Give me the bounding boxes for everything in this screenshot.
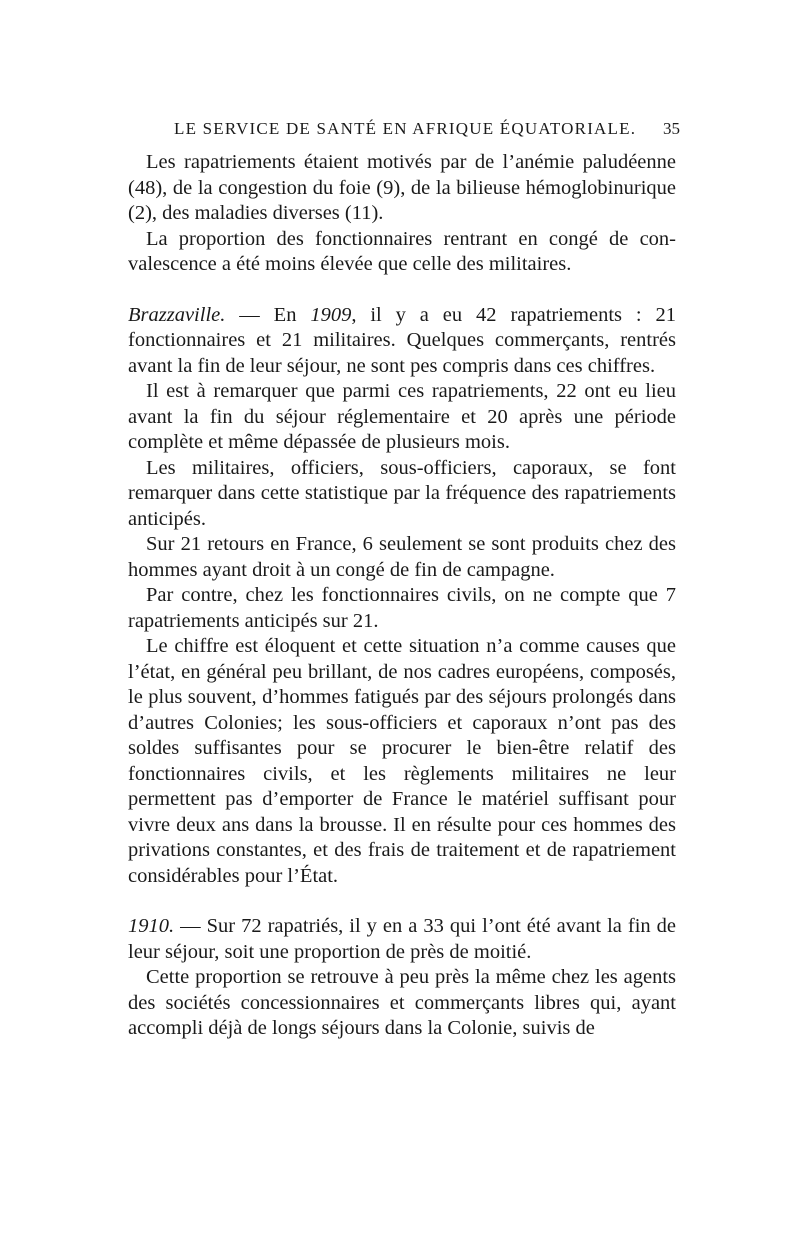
year-1909: 1909 (310, 303, 352, 326)
place-heading: Brazzaville. (128, 303, 226, 326)
paragraph-text: — Sur 72 rapatriés, il y en a 33 qui l’ont été avant la fin de leur séjour, soit une proportion de près de moitié. (128, 915, 676, 963)
page-number: 35 (663, 119, 680, 138)
paragraph-remarquer: Il est à remarquer que parmi ces rapatriements, 22 ont eu lieu avant la fin du séjour réglementaire et 20 après une période complète et même dépassée de plusieurs mois. (128, 380, 676, 453)
section-1910 (128, 914, 676, 965)
heading-dash: — En (225, 303, 311, 326)
body-text (128, 150, 676, 1042)
year-1910: 1910. (128, 915, 175, 937)
running-title: LE SERVICE DE SANTÉ EN AFRIQUE ÉQUATORIALE. (174, 119, 637, 138)
paragraph-proportion: La proportion des fonctionnaires rentrant en congé de convalescence a été moins élevée que celle des militaires. (128, 227, 676, 275)
paragraph-chiffre: Le chiffre est éloquent et cette situation n’a comme causes que l’état, en général peu brillant, de nos cadres européens, composés, le plus souvent, d’hommes fatigués par des séjours prolongés dans d’autres Colonies; les sous-officiers et caporaux n’ont pas des soldes suffisantes pour se procurer le bien-être relatif des fonctionnaires civils, et les règlements militaires ne leur permettent pas d’emporter de France le matériel suffisant pour vivre deux ans dans la brousse. Il en résulte pour ces hommes des privations constantes, et des frais de traitement et de rapatriement considérables pour l’État. (128, 635, 676, 887)
running-head (128, 117, 680, 141)
paragraph-militaires: Les militaires, officiers, sous-officiers, caporaux, se font remarquer dans cette statistique par la fréquence des rapatriements anticipés. (128, 456, 676, 530)
section-brazzaville (128, 303, 676, 380)
paragraph-cette-proportion: Cette proportion se retrouve à peu près la même chez les agents des sociétés concessionnaires et commerçants libres qui, ayant accompli déjà de longs séjours dans la Colonie, suivis de (128, 966, 676, 1039)
paragraph-causes: Les rapatriements étaient motivés par de l’anémie paludéenne (48), de la congestion du foie (9), de la bilieuse hémoglobinurique (2), des maladies diverses (11). (128, 151, 676, 224)
paragraph-text: , il y a eu 42 rapatriements : 21 fonctionnaires et 21 militaires. Quelques commerçants, rentrés avant la fin de leur séjour, ne sont pes compris dans ces chiffres. (128, 303, 676, 377)
paragraph-retours: Sur 21 retours en France, 6 seulement se sont produits chez des hommes ayant droit à un congé de fin de campagne. (128, 533, 676, 581)
paragraph-par-contre: Par contre, chez les fonctionnaires civils, on ne compte que 7 rapatriements anticipés sur 21. (128, 584, 676, 632)
